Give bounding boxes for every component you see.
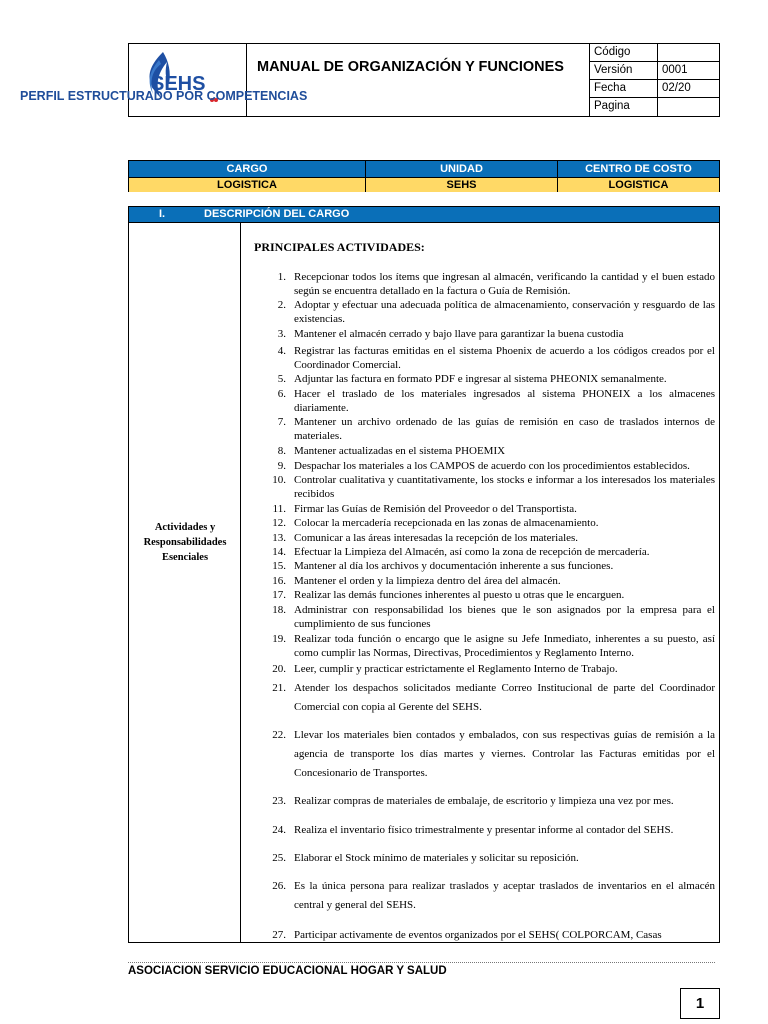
meta-row-codigo [590, 44, 720, 62]
list-item: 27. Participar activamente de eventos organizados por el SEHS( COLPORCAM, Casas [272, 929, 662, 941]
section-title: DESCRIPCIÓN DEL CARGO [204, 208, 350, 220]
list-item: 12. Colocar la mercadería recepcionada en las zonas de almacenamiento. [272, 517, 599, 529]
meta-key: Pagina [594, 100, 630, 112]
meta-row-version [590, 62, 720, 80]
meta-value: 02/20 [662, 82, 691, 94]
list-item: 14. Efectuar la Limpieza del Almacén, así como la zona de recepción de mercadería. [272, 546, 650, 558]
centro-costo-header: CENTRO DE COSTO [558, 161, 719, 177]
title-cell [247, 44, 590, 116]
description-body [128, 223, 720, 943]
document-header [128, 43, 720, 117]
meta-row-fecha [590, 80, 720, 98]
left-column [129, 223, 241, 942]
list-item: 20. Leer, cumplir y practicar estrictamente el Reglamento Interno de Trabajo. [272, 663, 618, 675]
section-header [128, 206, 720, 223]
list-item: 4. Registrar las facturas emitidas en el sistema Phoenix de acuerdo a los códigos creados por el Coordinador Comercial. [277, 345, 715, 371]
list-item: 7. Mantener un archivo ordenado de las guías de remisión en caso de traslados internos de materiales. [277, 416, 715, 442]
list-item: 5. Adjuntar las factura en formato PDF e ingresar al sistema PHEONIX semanalmente. [277, 373, 667, 385]
list-item: 8. Mantener actualizadas en el sistema PHOEMIX [277, 445, 506, 457]
meta-value: 0001 [662, 64, 688, 76]
meta-key: Fecha [594, 82, 626, 94]
list-item: 17. Realizar las demás funciones inherentes al puesto u otras que le encarguen. [272, 589, 625, 601]
section-number: I. [159, 208, 166, 220]
activities-heading: PRINCIPALES ACTIVIDADES: [254, 240, 425, 254]
list-item: 25. Elaborar el Stock mínimo de materiales y solicitar su reposición. [272, 852, 579, 864]
list-item: 2. Adoptar y efectuar una adecuada política de almacenamiento, conservación y resguardo de las existencias. [277, 299, 715, 325]
page-number: 1 [680, 988, 720, 1019]
list-item: 3. Mantener el almacén cerrado y bajo llave para garantizar la buena custodia [277, 328, 624, 340]
list-item: 9. Despachar los materiales a los CAMPOS de acuerdo con los procedimientos establecidos. [277, 460, 690, 472]
list-item: 26. Es la única persona para realizar traslados y aceptar traslados de inventarios en el almacén central y general del SEHS. [272, 880, 715, 911]
list-item: 13. Comunicar a las áreas interesadas la recepción de los materiales. [272, 532, 579, 544]
list-item: 10. Controlar cualitativa y cuantitativamente, los stocks e informar a los interesados los materiales recibidos [272, 474, 715, 500]
list-item: 23. Realizar compras de materiales de embalaje, de escritorio y limpieza una vez por mes. [272, 795, 674, 807]
list-item: 15. Mantener al día los archivos y documentación inherente a sus funciones. [272, 560, 614, 572]
label-line: Esenciales [161, 552, 209, 563]
logo-cell [129, 44, 247, 116]
label-line: Actividades y [154, 522, 216, 533]
unidad-value: SEHS [366, 177, 557, 192]
cargo-value: LOGISTICA [129, 177, 365, 192]
list-item: 11. Firmar las Guías de Remisión del Proveedor o del Transportista. [272, 503, 577, 515]
manual-title: MANUAL DE ORGANIZACIÓN Y FUNCIONES [257, 59, 564, 75]
list-item: 22. Llevar los materiales bien contados y embalados, con sus respectivas guías de remisión a la agencia de transporte los días martes y viernes. Controlar las Facturas emitidas por el Concesionario de Transportes. [272, 729, 715, 779]
meta-key: Código [594, 46, 631, 58]
centro-costo-value: LOGISTICA [558, 177, 719, 192]
cargo-header: CARGO [129, 161, 365, 177]
footer-divider [128, 962, 715, 963]
label-line: Responsabilidades [143, 537, 227, 548]
list-item: 19. Realizar toda función o encargo que le asigne su Jefe Inmediato, inherentes a su puesto, así como cumplir las Normas, Directivas, Procedimientos y Reglamento Interno. [272, 633, 715, 659]
list-item: 6. Hacer el traslado de los materiales ingresados al sistema PHONEIX a los almacenes diariamente. [277, 388, 715, 414]
footer-organization: ASOCIACION SERVICIO EDUCACIONAL HOGAR Y SALUD [128, 965, 447, 977]
list-item: 24. Realiza el inventario físico trimestralmente y presentar informe al contador del SEHS. [272, 824, 674, 836]
list-item: 16. Mantener el orden y la limpieza dentro del área del almacén. [272, 575, 561, 587]
list-item: 18. Administrar con responsabilidad los bienes que le son asignados por la empresa para el cumplimiento de sus funciones [272, 604, 715, 630]
cargo-table [128, 160, 720, 192]
responsibilities-label [129, 520, 241, 565]
profile-subtitle: PERFIL ESTRUCTURADO POR COMPETENCIAS [20, 89, 308, 103]
unidad-header: UNIDAD [366, 161, 557, 177]
meta-key: Versión [594, 64, 633, 76]
logo-text: SEHS [151, 73, 206, 95]
list-item: 21. Atender los despachos solicitados mediante Correo Institucional de parte del Coordinador Comercial con copia al Gerente del SEHS. [272, 682, 715, 713]
meta-row-pagina [590, 98, 720, 116]
list-item: 1. Recepcionar todos los ítems que ingresan al almacén, verificando la cantidad y el buen estado según se encuentra detallado en la factura o Guía de Remisión. [277, 271, 715, 297]
